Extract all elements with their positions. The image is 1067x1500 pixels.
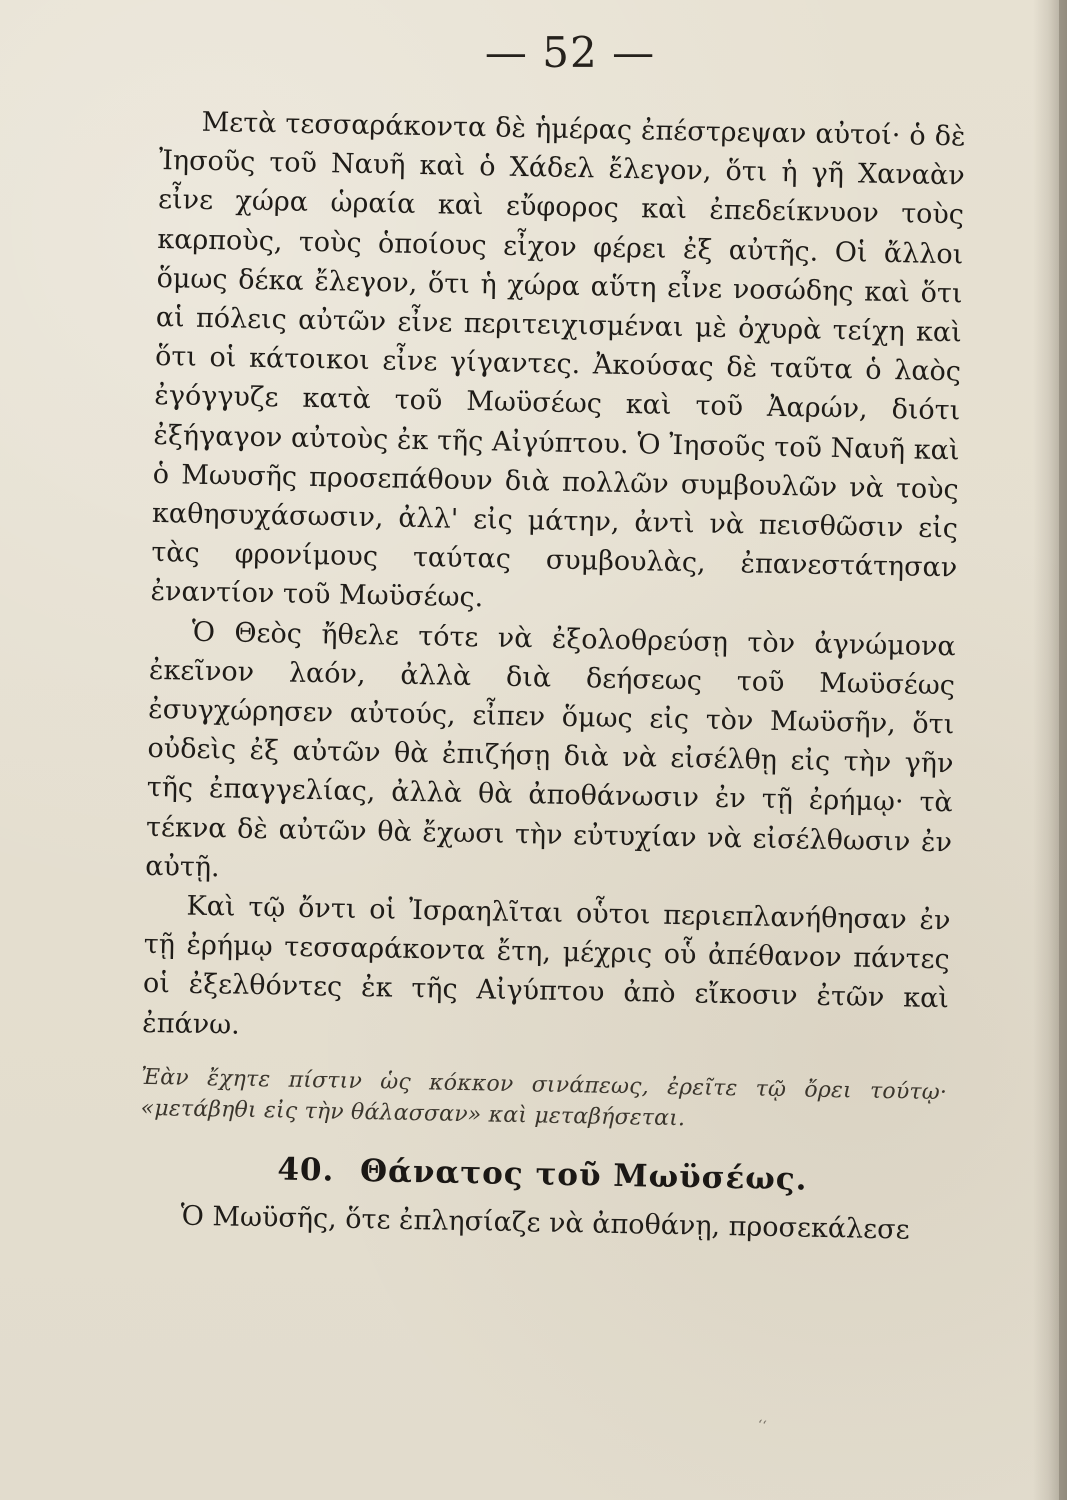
paragraph-1: Μετὰ τεσσαράκοντα δὲ ἡμέρας ἐπέστρεψαν αὐτοί· ὁ δὲ Ἰησοῦς τοῦ Ναυῆ καὶ ὁ Χάδελ ἔλεγον, ὅτι ἡ γῆ Χαναὰν εἶνε χώρα ὡραία καὶ εὔφορος καὶ ἐπεδείκνυον τοὺς καρποὺς, τοὺς ὁποίους εἶχον φέρει ἐξ αὐτῆς. Οἱ ἄλλοι ὅμως δέκα ἔλεγον, ὅτι ἡ χώρα αὕτη εἶνε νοσώδης καὶ ὅτι αἱ πόλεις αὐτῶν εἶνε περιτειχισμέναι μὲ ὀχυρὰ τείχη καὶ ὅτι οἱ κάτοικοι εἶνε γίγαντες. Ἀκούσας δὲ ταῦτα ὁ λαὸς ἐγόγγυζε κατὰ τοῦ Μωϋσέως καὶ τοῦ Ἀαρών, διότι ἐξήγαγον αὐτοὺς ἐκ τῆς Αἰγύπτου. Ὁ Ἰησοῦς τοῦ Ναυῆ καὶ ὁ Μωυσῆς προσεπάθουν διὰ πολλῶν συμβουλῶν νὰ τοὺς καθησυχάσωσιν, ἀλλ' εἰς μάτην, ἀντὶ νὰ πεισθῶσιν εἰς τὰς φρονίμους ταύτας συμβουλὰς, ἐπανεστάτησαν ἐναντίον τοῦ Μωϋσέως. — [150, 106, 966, 614]
paragraph-2: Ὁ Θεὸς ἤθελε τότε νὰ ἐξολοθρεύσῃ τὸν ἀγνώμονα ἐκεῖνον λαόν, ἀλλὰ διὰ δεήσεως τοῦ Μωϋσέως ἐσυγχώρησεν αὐτούς, εἶπεν ὅμως εἰς τὸν Μωϋσῆν, ὅτι οὐδεὶς ἐξ αὐτῶν θὰ ἐπιζήσῃ διὰ νὰ εἰσέλθῃ εἰς τὴν γῆν τῆς ἐπαγγελίας, ἀλλὰ θὰ ἀποθάνωσιν ἐν τῇ ἐρήμῳ· τὰ τέκνα δὲ αὐτῶν θὰ ἔχωσι τὴν εὐτυχίαν νὰ εἰσέλθωσιν ἐν αὐτῇ. — [145, 616, 956, 884]
scripture-quote: Ἐὰν ἔχητε πίστιν ὡς κόκκον σινάπεως, ἐρεῖτε τῷ ὄρει τούτῳ· «μετάβηθι εἰς τὴν θάλασσαν» καὶ μεταβήσεται. — [140, 1064, 948, 1132]
page-number: — 52 — — [484, 28, 656, 77]
margin-mark: ‘‘ — [755, 1417, 768, 1435]
paragraph-4-start: Ὁ Μωϋσῆς, ὅτε ἐπλησίαζε νὰ ἀποθάνῃ, προσεκάλεσε — [180, 1200, 910, 1246]
section-title: Θάνατος τοῦ Μωϋσέως. — [359, 1152, 808, 1198]
page-edge — [1059, 0, 1067, 1500]
section-number: 40. — [277, 1151, 335, 1189]
page-content — [138, 102, 966, 1277]
paragraph-3: Καὶ τῷ ὄντι οἱ Ἰσραηλῖται οὗτοι περιεπλανήθησαν ἐν τῇ ἐρήμῳ τεσσαράκοντα ἔτη, μέχρις οὗ ἀπέθανον πάντες οἱ ἐξελθόντες ἐκ τῆς Αἰγύπτου ἀπὸ εἴκοσιν ἐτῶν καὶ ἐπάνω. — [142, 890, 951, 1041]
section-heading — [139, 1146, 946, 1203]
